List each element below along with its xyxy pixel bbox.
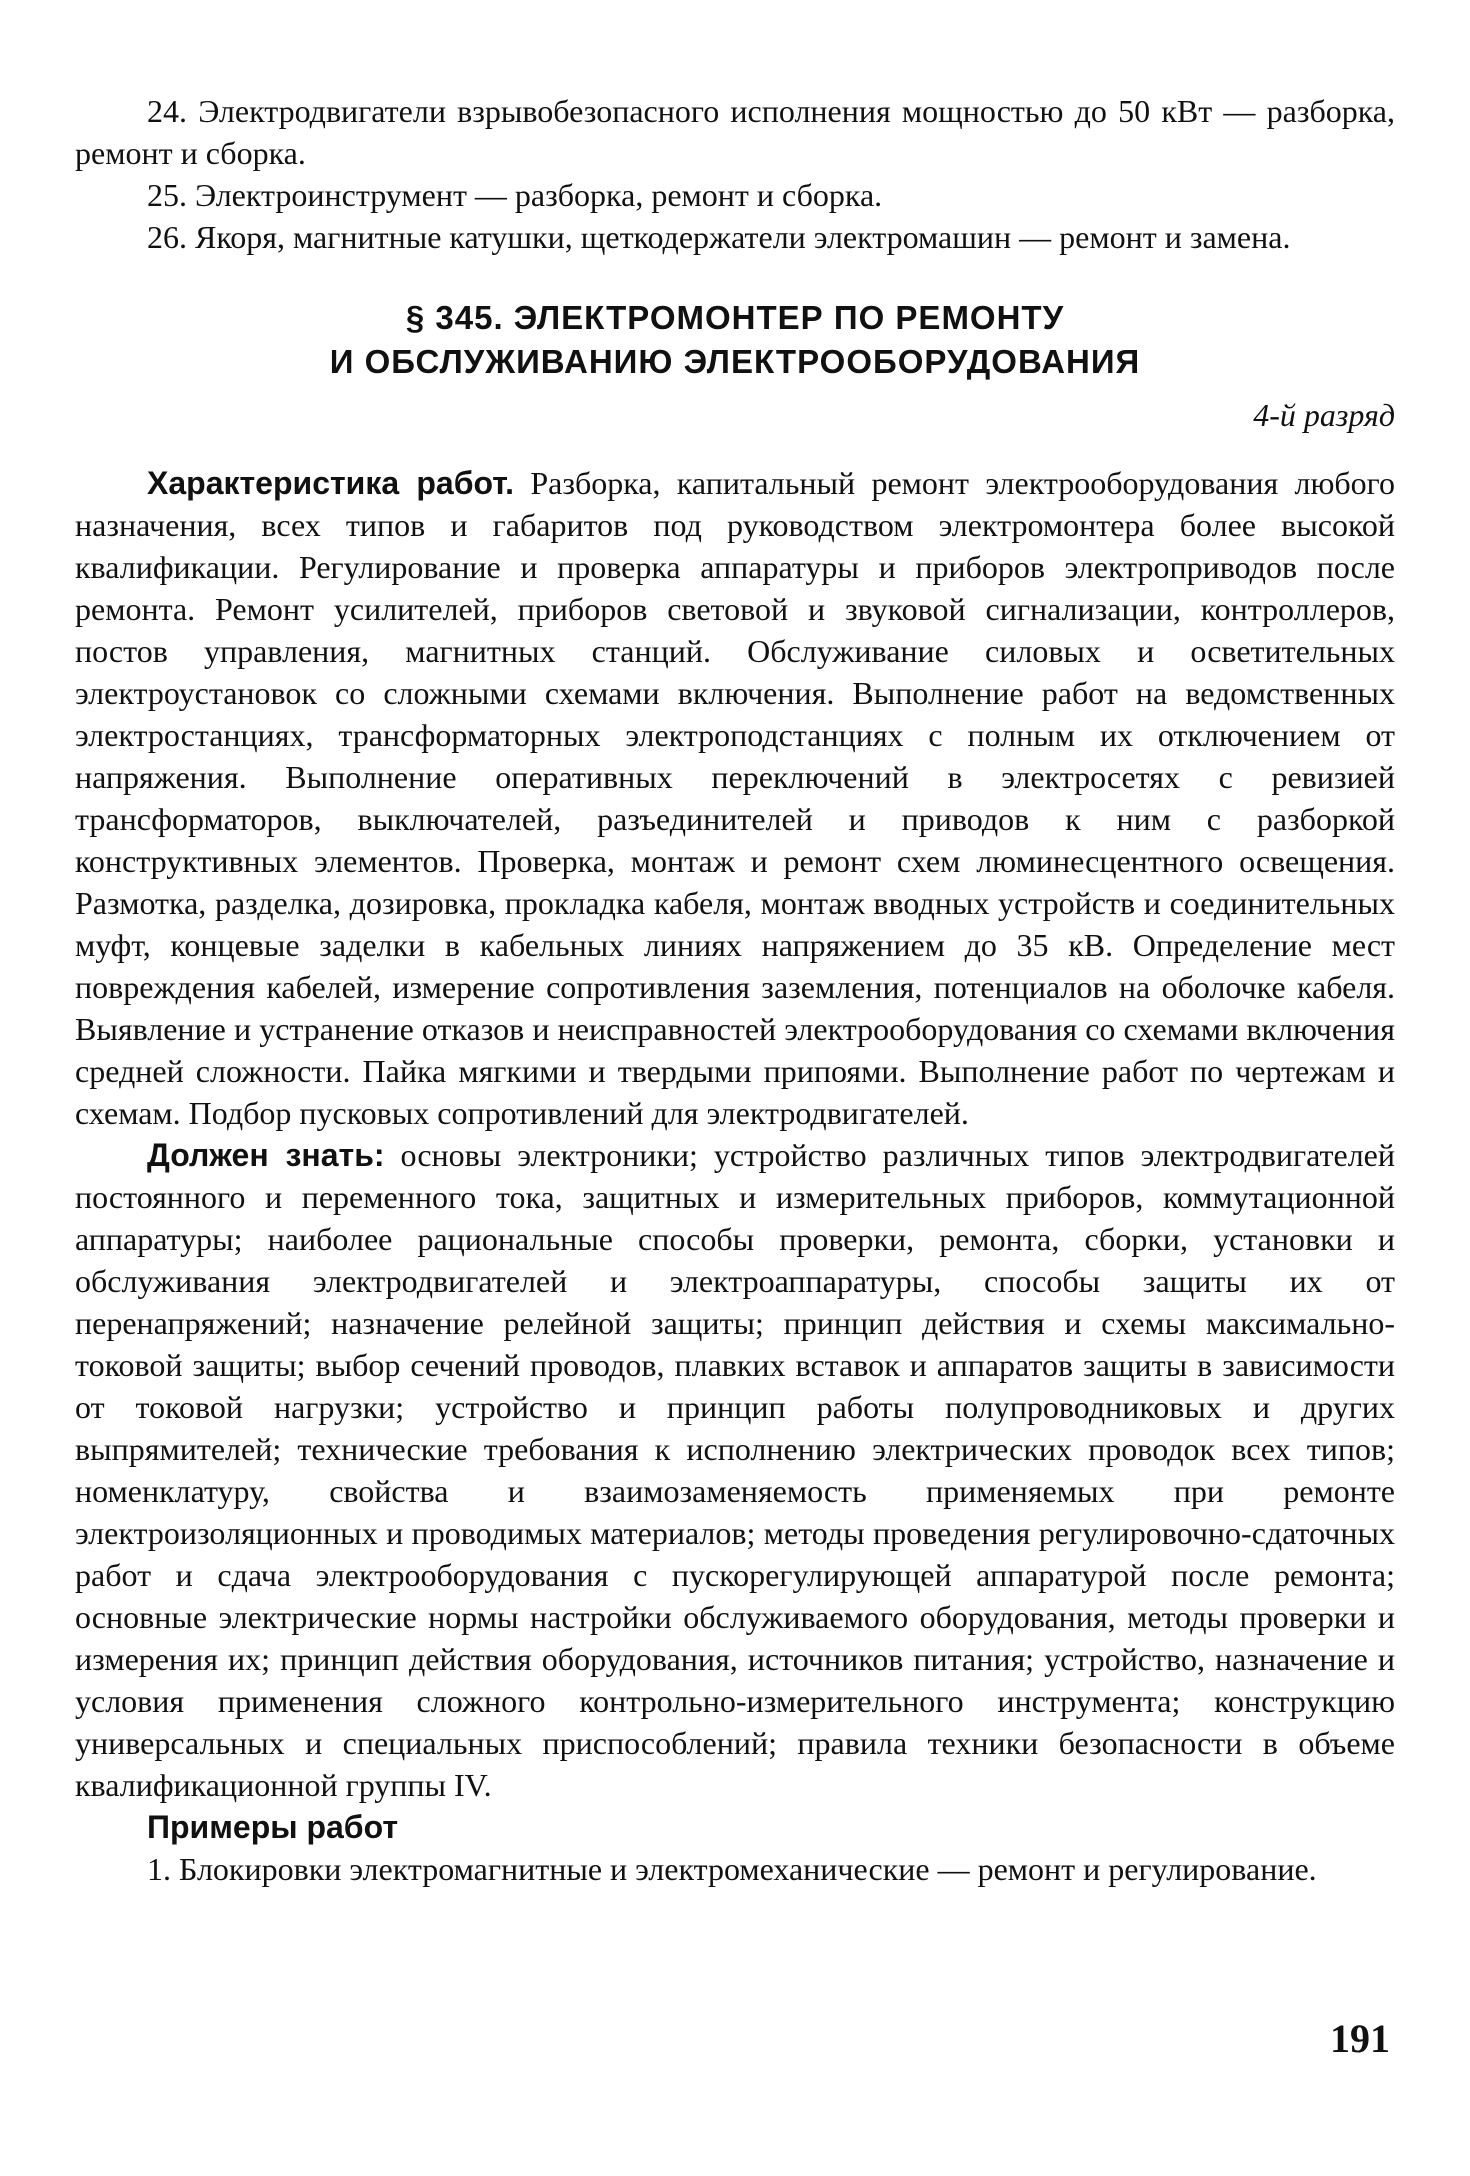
document-page (75, 90, 1395, 1890)
work-characteristics-text: Разборка, капитальный ремонт электрооборудования любого назначения, всех типов и габаритов под руководством электромонтера более высокой квалификации. Регулирование и проверка аппаратуры и приборов электроприводов после ремонта. Ремонт усилителей, приборов световой и звуковой сигнализации, контроллеров, постов управления, магнитных станций. Обслуживание силовых и осветительных электроустановок со сложными схемами включения. Выполнение работ на ведомственных электростанциях, трансформаторных электроподстанциях с полным их отключением от напряжения. Выполнение оперативных переключений в электросетях с ревизией трансформаторов, выключателей, разъединителей и приводов к ним с разборкой конструктивных элементов. Проверка, монтаж и ремонт схем люминесцентного освещения. Размотка, разделка, дозировка, прокладка кабеля, монтаж вводных устройств и соединительных муфт, концевые заделки в кабельных линиях напряжением до 35 кВ. Определение мест повреждения кабелей, измерение сопротивления заземления, потенциалов на оболочке кабеля. Выявление и устранение отказов и неисправностей электрооборудования со схемами включения средней сложности. Пайка мягкими и твердыми припоями. Выполнение работ по чертежам и схемам. Подбор пусковых сопротивлений для электродвигателей. (75, 465, 1396, 1131)
must-know-paragraph (75, 1134, 1395, 1806)
must-know-label: Должен знать: (147, 1137, 385, 1173)
section-heading-line2: И ОБСЛУЖИВАНИЮ ЭЛЕКТРООБОРУДОВАНИЯ (329, 343, 1141, 380)
list-item: 26. Якоря, магнитные катушки, щеткодержатели электромашин — ремонт и замена. (147, 219, 1291, 255)
list-item: 25. Электроинструмент — разборка, ремонт и сборка. (147, 177, 883, 213)
work-characteristics-label: Характеристика работ. (147, 465, 514, 501)
section-heading-line1: § 345. ЭЛЕКТРОМОНТЕР ПО РЕМОНТУ (405, 299, 1065, 336)
grade-label: 4-й разряд (1253, 397, 1395, 433)
list-item: 24. Электродвигатели взрывобезопасного исполнения мощностью до 50 кВт — разборка, ремонт и сборка. (75, 93, 1395, 171)
page-number: 191 (1330, 2016, 1390, 2061)
must-know-text: основы электроники; устройство различных типов электродвигателей постоянного и переменного тока, защитных и измерительных приборов, коммутационной аппаратуры; наиболее рациональные способы проверки, ремонта, сборки, установки и обслуживания электродвигателей и электроаппаратуры, способы защиты их от перенапряжений; назначение релейной защиты; принцип действия и схемы максимально-токовой защиты; выбор сечений проводов, плавких вставок и аппаратов защиты в зависимости от токовой нагрузки; устройство и принцип работы полупроводниковых и других выпрямителей; технические требования к исполнению электрических проводок всех типов; номенклатуру, свойства и взаимозаменяемость применяемых при ремонте электроизоляционных и проводимых материалов; методы проведения регулировочно-сдаточных работ и сдача электрооборудования с пускорегулирующей аппаратурой после ремонта; основные электрические нормы настройки обслуживаемого оборудования, методы проверки и измерения их; принцип действия оборудования, источников питания; устройство, назначение и условия применения сложного контрольно-измерительного инструмента; конструкцию универсальных и специальных приспособлений; правила техники безопасности в объеме квалификационной группы IV. (75, 1137, 1396, 1803)
section-heading (75, 296, 1395, 384)
example-item: 1. Блокировки электромагнитные и электромеханические — ремонт и регулирование. (147, 1851, 1317, 1887)
work-characteristics-paragraph (75, 462, 1395, 1134)
examples-heading: Примеры работ (147, 1809, 398, 1845)
